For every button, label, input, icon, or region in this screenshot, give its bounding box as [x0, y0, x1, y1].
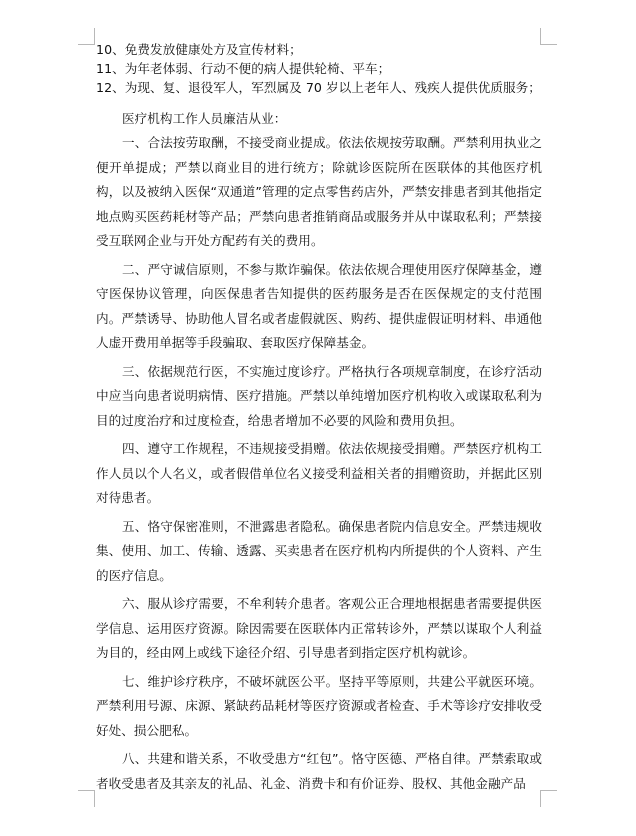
document-page — [96, 40, 542, 800]
list-item-10: 10、免费发放健康处方及宣传材料； — [96, 42, 302, 57]
paragraph-1: 一、合法按劳取酬，不接受商业提成。依法依规按劳取酬。严禁利用执业之便开单提成；严禁以商业目的进行统方；除就诊医院所在医联体的其他医疗机构，以及被纳入医保“双通道”管理的定点零售药店外，严禁安排患者到其他指定地点购买医药耗材等产品；严禁向患者推销商品或服务并从中谋取私利；严禁接受互联网企业与开处方配药有关的费用。 — [96, 135, 542, 248]
paragraph-3: 三、依据规范行医，不实施过度诊疗。严格执行各项规章制度，在诊疗活动中应当向患者说明病情、医疗措施。严禁以单纯增加医疗机构收入或谋取私利为目的过度治疗和过度检查，给患者增加不必要的风险和费用负担。 — [96, 363, 542, 428]
list-item-11: 11、为年老体弱、行动不便的病人提供轮椅、平车； — [96, 61, 391, 76]
crop-mark-top-right — [540, 28, 557, 45]
paragraph-5: 五、恪守保密准则，不泄露患者隐私。确保患者院内信息安全。严禁违规收集、使用、加工、传输、透露、买卖患者在医疗机构内所提供的个人资料、产生的医疗信息。 — [96, 518, 542, 583]
section-title: 医疗机构工作人员廉洁从业： — [122, 111, 287, 126]
paragraph-2: 二、严守诚信原则，不参与欺诈骗保。依法依规合理使用医疗保障基金，遵守医保协议管理，向医保患者告知提供的医药服务是否在医保规定的支付范围内。严禁诱导、协助他人冒名或者虚假就医、购药、提供虚假证明材料、串通他人虚开费用单据等手段骗取、套取医疗保障基金。 — [96, 261, 542, 350]
paragraph-4: 四、遵守工作规程，不违规接受捐赠。依法依规接受捐赠。严禁医疗机构工作人员以个人名义，或者假借单位名义接受利益相关者的捐赠资助，并据此区别对待患者。 — [96, 441, 542, 505]
paragraph-8: 八、共建和谐关系，不收受患方“红包”。恪守医德、严格自律。严禁索取或者收受患者及其亲友的礼品、礼金、消费卡和有价证券、股权、其他金融产品 — [96, 751, 542, 791]
paragraph-6: 六、服从诊疗需要，不牟利转介患者。客观公正合理地根据患者需要提供医学信息、运用医疗资源。除因需要在医联体内正常转诊外，严禁以谋取个人利益为目的，经由网上或线下途径介绍、引导患者到指定医疗机构就诊。 — [96, 596, 542, 660]
crop-mark-bottom-left — [78, 790, 95, 807]
paragraph-7: 七、维护诊疗秩序，不破坏就医公平。坚持平等原则，共建公平就医环境。严禁利用号源、床源、紧缺药品耗材等医疗资源或者检查、手术等诊疗安排收受好处、损公肥私。 — [96, 673, 542, 738]
crop-mark-bottom-right — [540, 790, 557, 807]
list-item-12: 12、为现、复、退役军人，军烈属及 70 岁以上老年人、残疾人提供优质服务； — [96, 80, 541, 95]
crop-mark-top-left — [78, 28, 95, 45]
